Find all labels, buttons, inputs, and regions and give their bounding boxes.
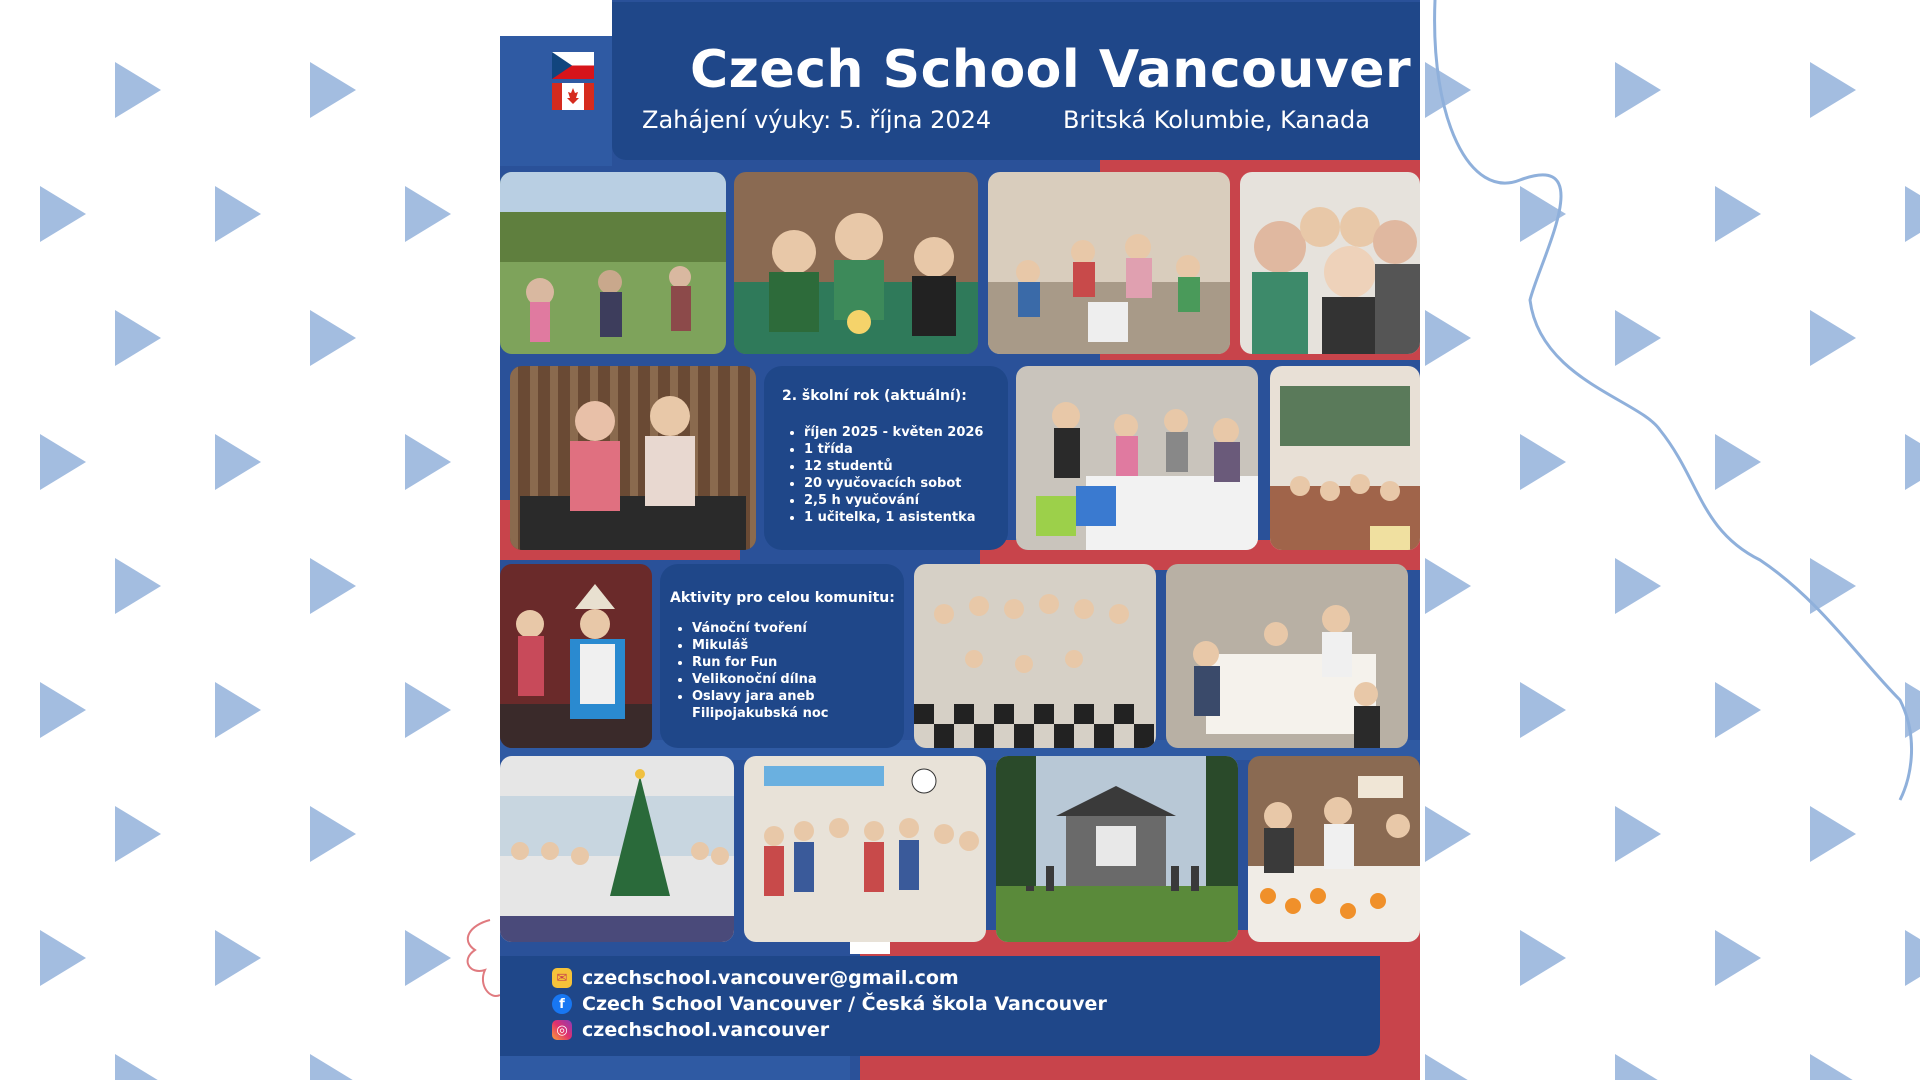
background-triangle bbox=[115, 806, 161, 862]
background-triangle bbox=[1905, 682, 1920, 738]
photo-kids-circle bbox=[988, 172, 1230, 354]
background-triangle bbox=[405, 186, 451, 242]
photo-food-table bbox=[1248, 756, 1420, 942]
background-triangle bbox=[310, 310, 356, 366]
background-triangle bbox=[1425, 806, 1471, 862]
background-triangle bbox=[1615, 310, 1661, 366]
background-triangle bbox=[1615, 806, 1661, 862]
contact-instagram-text[interactable]: czechschool.vancouver bbox=[582, 1019, 830, 1041]
background-triangle bbox=[1425, 558, 1471, 614]
activities-heading: Aktivity pro celou komunitu: bbox=[670, 590, 895, 606]
contact-email-text[interactable]: czechschool.vancouver@gmail.com bbox=[582, 967, 959, 989]
activities-panel bbox=[660, 564, 904, 748]
background-triangle bbox=[1905, 930, 1920, 986]
background-triangle bbox=[1615, 1054, 1661, 1080]
background-triangle bbox=[405, 930, 451, 986]
photo-kids-drawing bbox=[1166, 564, 1408, 748]
background-triangle bbox=[1810, 1054, 1856, 1080]
background-triangle bbox=[310, 1054, 356, 1080]
background-triangle bbox=[1425, 1054, 1471, 1080]
background-triangle bbox=[1810, 806, 1856, 862]
activity-item: • Vánoční tvoření bbox=[692, 620, 892, 637]
background-triangle bbox=[1810, 310, 1856, 366]
background-triangle bbox=[1905, 434, 1920, 490]
activity-item: • Run for Fun bbox=[692, 654, 892, 671]
school-year-item: • říjen 2025 - květen 2026 bbox=[804, 424, 1030, 441]
background-triangle bbox=[310, 558, 356, 614]
background-triangle bbox=[310, 62, 356, 118]
background-triangle bbox=[115, 558, 161, 614]
activity-item: • Velikonoční dílna bbox=[692, 671, 892, 688]
background-triangle bbox=[40, 186, 86, 242]
photo-craft-table bbox=[1016, 366, 1258, 550]
school-year-item: • 20 vyučovacích sobot bbox=[804, 475, 1030, 492]
photo-two-teachers bbox=[510, 366, 756, 550]
decorative-wavy-line bbox=[1435, 0, 1912, 800]
photo-kids-party bbox=[744, 756, 986, 942]
photo-outdoor-pavilion bbox=[996, 756, 1238, 942]
background-triangle bbox=[1520, 930, 1566, 986]
background-triangle bbox=[310, 806, 356, 862]
school-year-item: • 12 studentů bbox=[804, 458, 1030, 475]
czech-flag-icon bbox=[552, 52, 594, 79]
background-triangle bbox=[1715, 682, 1761, 738]
contact-instagram bbox=[552, 1018, 829, 1042]
activity-item: • Mikuláš bbox=[692, 637, 892, 654]
location: Britská Kolumbie, Kanada bbox=[1062, 106, 1370, 134]
background-triangle bbox=[215, 682, 261, 738]
background-triangle bbox=[40, 930, 86, 986]
background-triangle bbox=[1615, 558, 1661, 614]
poster-band-white bbox=[500, 0, 612, 36]
photo-teachers-group bbox=[1240, 172, 1420, 354]
canada-flag-icon bbox=[552, 83, 594, 110]
background-triangle bbox=[1905, 186, 1920, 242]
background-triangle bbox=[1715, 434, 1761, 490]
school-poster bbox=[500, 0, 1420, 1080]
photo-room-circle bbox=[1270, 366, 1420, 550]
activity-item: • Oslavy jara aneb Filipojakubská noc bbox=[692, 688, 892, 722]
contact-facebook bbox=[552, 992, 1107, 1016]
background-triangle bbox=[215, 930, 261, 986]
background-triangle bbox=[1425, 310, 1471, 366]
contact-facebook-text[interactable]: Czech School Vancouver / Česká škola Vancouver bbox=[582, 993, 1107, 1015]
background-triangle bbox=[40, 682, 86, 738]
poster-band-white bbox=[850, 940, 890, 954]
decorative-red-squiggle bbox=[468, 920, 500, 996]
photo-children-candle bbox=[734, 172, 978, 354]
photo-st-nicholas bbox=[500, 564, 652, 748]
background-triangle bbox=[405, 682, 451, 738]
background-triangle bbox=[115, 1054, 161, 1080]
facebook-icon: f bbox=[552, 994, 572, 1014]
photo-park-activity bbox=[500, 172, 726, 354]
background-triangle bbox=[1425, 62, 1471, 118]
school-year-panel bbox=[764, 366, 1008, 550]
background-triangle bbox=[1615, 62, 1661, 118]
photo-community-group bbox=[914, 564, 1156, 748]
school-year-heading: 2. školní rok (aktuální): bbox=[782, 388, 967, 404]
flags bbox=[552, 52, 594, 114]
background-triangle bbox=[215, 186, 261, 242]
school-year-item: • 1 třída bbox=[804, 441, 1030, 458]
activities-list bbox=[670, 620, 892, 722]
school-year-list bbox=[782, 424, 1030, 526]
poster-header bbox=[612, 2, 1420, 160]
background-triangle bbox=[1810, 62, 1856, 118]
background-triangle bbox=[115, 310, 161, 366]
background-triangle bbox=[215, 434, 261, 490]
background-triangle bbox=[1715, 930, 1761, 986]
poster-title: Czech School Vancouver bbox=[690, 40, 1412, 100]
background-triangle bbox=[1810, 558, 1856, 614]
instagram-icon: ◎ bbox=[552, 1020, 572, 1040]
background-triangle bbox=[1520, 434, 1566, 490]
mail-icon: ✉ bbox=[552, 968, 572, 988]
poster-band-blue bbox=[500, 1056, 850, 1080]
school-year-item: • 2,5 h vyučování bbox=[804, 492, 1030, 509]
background-triangle bbox=[40, 434, 86, 490]
start-date: Zahájení výuky: 5. října 2024 bbox=[642, 106, 992, 134]
background-triangle bbox=[405, 434, 451, 490]
contact-panel bbox=[500, 956, 1380, 1056]
photo-christmas-tree bbox=[500, 756, 734, 942]
school-year-item: • 1 učitelka, 1 asistentka bbox=[804, 509, 1030, 526]
background-triangle bbox=[115, 62, 161, 118]
background-triangle bbox=[1715, 186, 1761, 242]
background-triangle bbox=[1520, 682, 1566, 738]
contact-email bbox=[552, 966, 959, 990]
